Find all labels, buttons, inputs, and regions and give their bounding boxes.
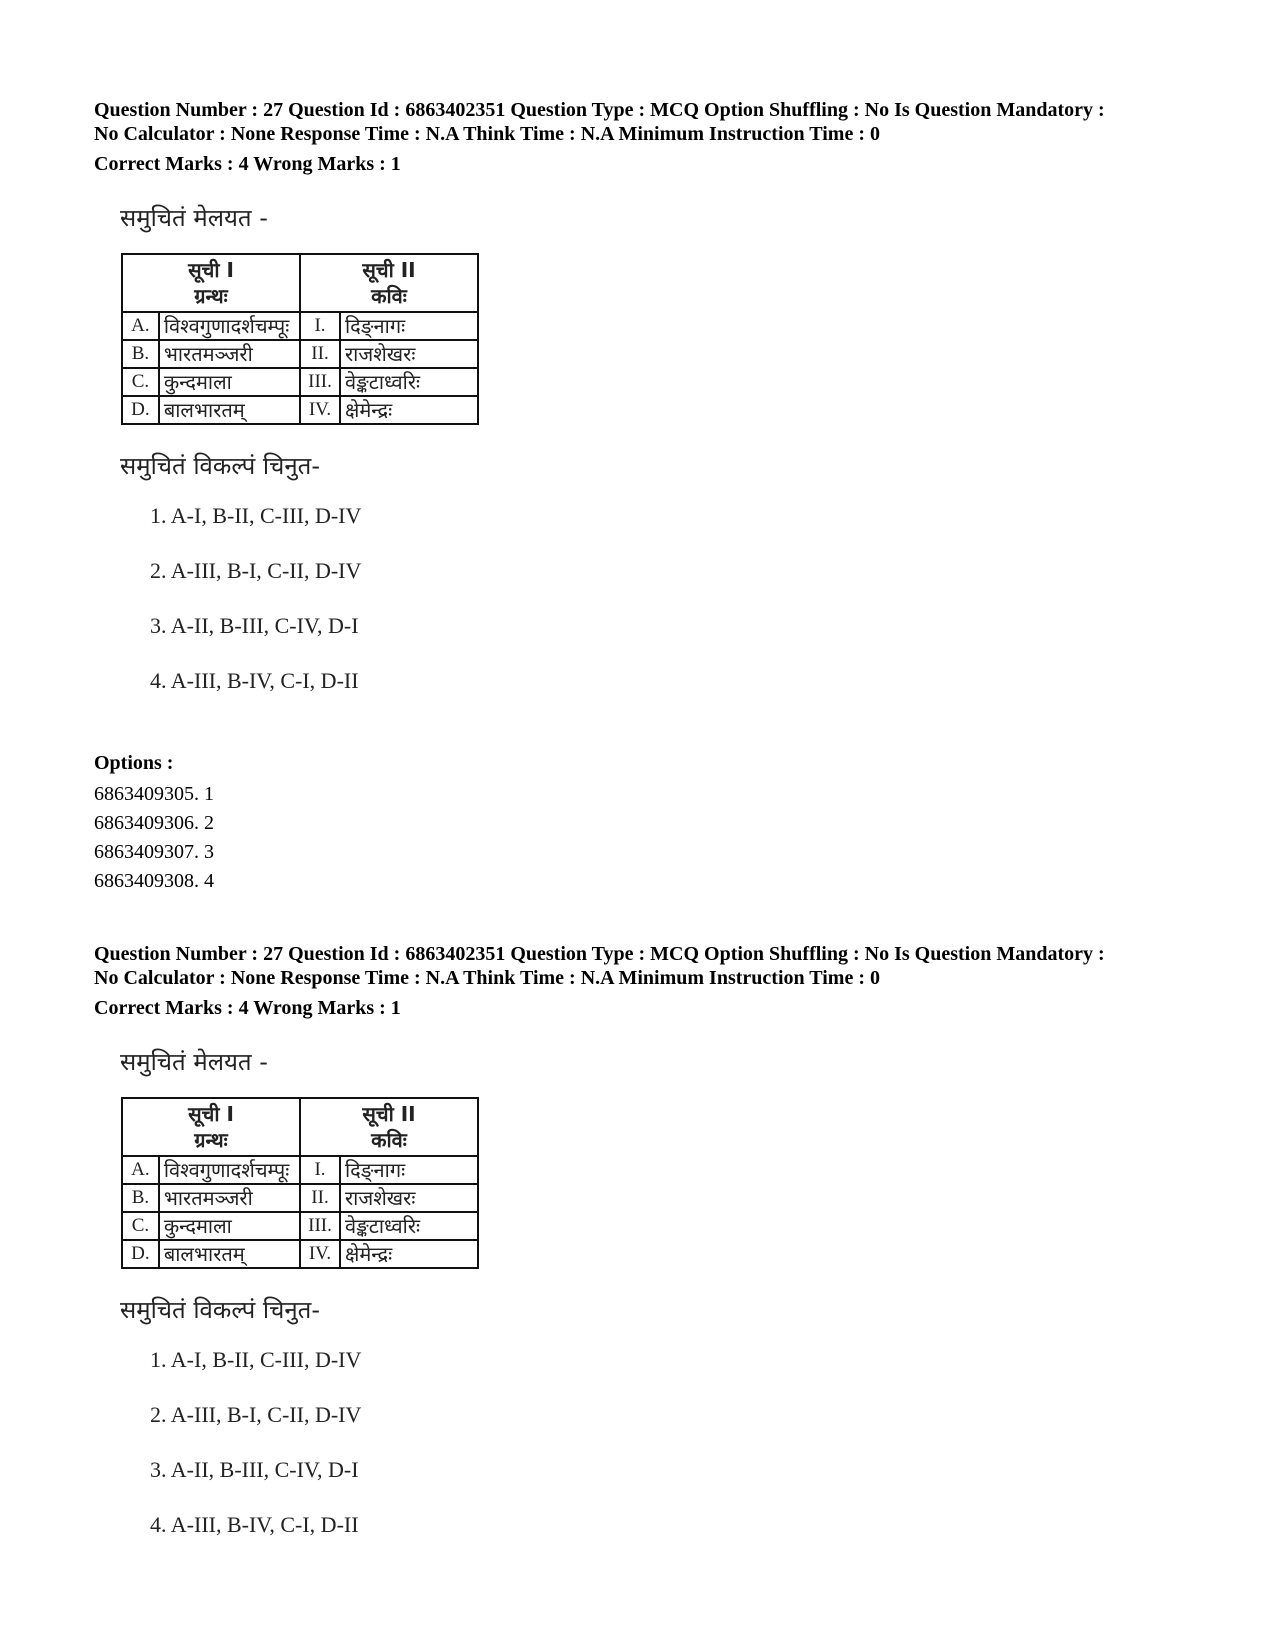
- list-1-header: [122, 254, 300, 312]
- option-id: 6863409307. 3: [94, 841, 214, 863]
- row-numeral: II.: [300, 1184, 340, 1212]
- choice-item: 3. A-II, B-III, C-IV, D-I: [150, 1457, 359, 1482]
- list-2-subtitle: कविः: [371, 1128, 407, 1152]
- row-numeral: III.: [300, 368, 340, 396]
- choice-item: 4. A-III, B-IV, C-I, D-II: [150, 1512, 359, 1537]
- choose-prompt: समुचितं विकल्पं चिनुत-: [120, 452, 321, 480]
- list-1-subtitle: ग्रन्थः: [194, 284, 228, 308]
- table-header-row: [122, 254, 478, 312]
- list-2-title: सूची II: [362, 258, 416, 282]
- work-name: भारतमञ्जरी: [159, 1184, 300, 1212]
- poet-name: वेङ्कटाध्वरिः: [340, 368, 478, 396]
- row-label: D.: [122, 1240, 159, 1268]
- question-meta-2: [94, 942, 1194, 1020]
- work-name: विश्वगुणादर्शचम्पूः: [159, 1156, 300, 1184]
- marks-line: Correct Marks : 4 Wrong Marks : 1: [94, 153, 401, 175]
- choice-item: 2. A-III, B-I, C-II, D-IV: [150, 558, 362, 583]
- question-body-2: [120, 1047, 479, 1565]
- question-prompt: समुचितं मेलयत -: [120, 204, 268, 232]
- choice-item: 1. A-I, B-II, C-III, D-IV: [150, 503, 362, 528]
- poet-name: दिङ्नागः: [340, 1156, 478, 1184]
- row-label: A.: [122, 1156, 159, 1184]
- list-1-title: सूची I: [188, 1102, 234, 1126]
- poet-name: वेङ्कटाध्वरिः: [340, 1212, 478, 1240]
- work-name: कुन्दमाला: [159, 1212, 300, 1240]
- meta-line-1: Question Number : 27 Question Id : 6863402351 Question Type : MCQ Option Shuffling : No Is Question Mandatory :: [94, 99, 1105, 121]
- question-prompt: समुचितं मेलयत -: [120, 1048, 268, 1076]
- list-2-header: [300, 1098, 478, 1156]
- row-label: C.: [122, 368, 159, 396]
- row-numeral: III.: [300, 1212, 340, 1240]
- row-numeral: I.: [300, 1156, 340, 1184]
- question-meta-1: [94, 98, 1194, 176]
- meta-line-2: No Calculator : None Response Time : N.A Think Time : N.A Minimum Instruction Time : 0: [94, 123, 880, 145]
- table-row: [122, 396, 478, 424]
- list-2-title: सूची II: [362, 1102, 416, 1126]
- row-numeral: II.: [300, 340, 340, 368]
- row-label: B.: [122, 340, 159, 368]
- list-2-header: [300, 254, 478, 312]
- option-id: 6863409305. 1: [94, 783, 214, 805]
- choice-item: 1. A-I, B-II, C-III, D-IV: [150, 1347, 362, 1372]
- options-label: Options :: [94, 752, 174, 774]
- choice-item: 3. A-II, B-III, C-IV, D-I: [150, 613, 359, 638]
- row-label: A.: [122, 312, 159, 340]
- meta-line-2: No Calculator : None Response Time : N.A Think Time : N.A Minimum Instruction Time : 0: [94, 967, 880, 989]
- options-list: [94, 780, 214, 896]
- table-row: [122, 312, 478, 340]
- table-row: [122, 340, 478, 368]
- option-id: 6863409308. 4: [94, 870, 214, 892]
- choice-item: 4. A-III, B-IV, C-I, D-II: [150, 668, 359, 693]
- work-name: कुन्दमाला: [159, 368, 300, 396]
- table-row: [122, 1156, 478, 1184]
- meta-line-1: Question Number : 27 Question Id : 6863402351 Question Type : MCQ Option Shuffling : No Is Question Mandatory :: [94, 943, 1105, 965]
- choice-item: 2. A-III, B-I, C-II, D-IV: [150, 1402, 362, 1427]
- row-numeral: I.: [300, 312, 340, 340]
- choice-list: [150, 1345, 479, 1540]
- choose-prompt: समुचितं विकल्पं चिनुत-: [120, 1296, 321, 1324]
- match-table: [121, 253, 479, 425]
- poet-name: क्षेमेन्द्रः: [340, 1240, 478, 1268]
- work-name: भारतमञ्जरी: [159, 340, 300, 368]
- poet-name: दिङ्नागः: [340, 312, 478, 340]
- choice-list: [150, 501, 479, 696]
- poet-name: राजशेखरः: [340, 340, 478, 368]
- question-body-1: [120, 203, 479, 721]
- poet-name: राजशेखरः: [340, 1184, 478, 1212]
- work-name: बालभारतम्: [159, 396, 300, 424]
- list-1-title: सूची I: [188, 258, 234, 282]
- table-header-row: [122, 1098, 478, 1156]
- list-1-subtitle: ग्रन्थः: [194, 1128, 228, 1152]
- option-id: 6863409306. 2: [94, 812, 214, 834]
- table-row: [122, 1240, 478, 1268]
- row-numeral: IV.: [300, 396, 340, 424]
- list-1-header: [122, 1098, 300, 1156]
- table-row: [122, 1184, 478, 1212]
- row-label: D.: [122, 396, 159, 424]
- match-table: [121, 1097, 479, 1269]
- list-2-subtitle: कविः: [371, 284, 407, 308]
- poet-name: क्षेमेन्द्रः: [340, 396, 478, 424]
- row-label: B.: [122, 1184, 159, 1212]
- row-numeral: IV.: [300, 1240, 340, 1268]
- table-row: [122, 368, 478, 396]
- work-name: विश्वगुणादर्शचम्पूः: [159, 312, 300, 340]
- table-row: [122, 1212, 478, 1240]
- row-label: C.: [122, 1212, 159, 1240]
- marks-line: Correct Marks : 4 Wrong Marks : 1: [94, 997, 401, 1019]
- work-name: बालभारतम्: [159, 1240, 300, 1268]
